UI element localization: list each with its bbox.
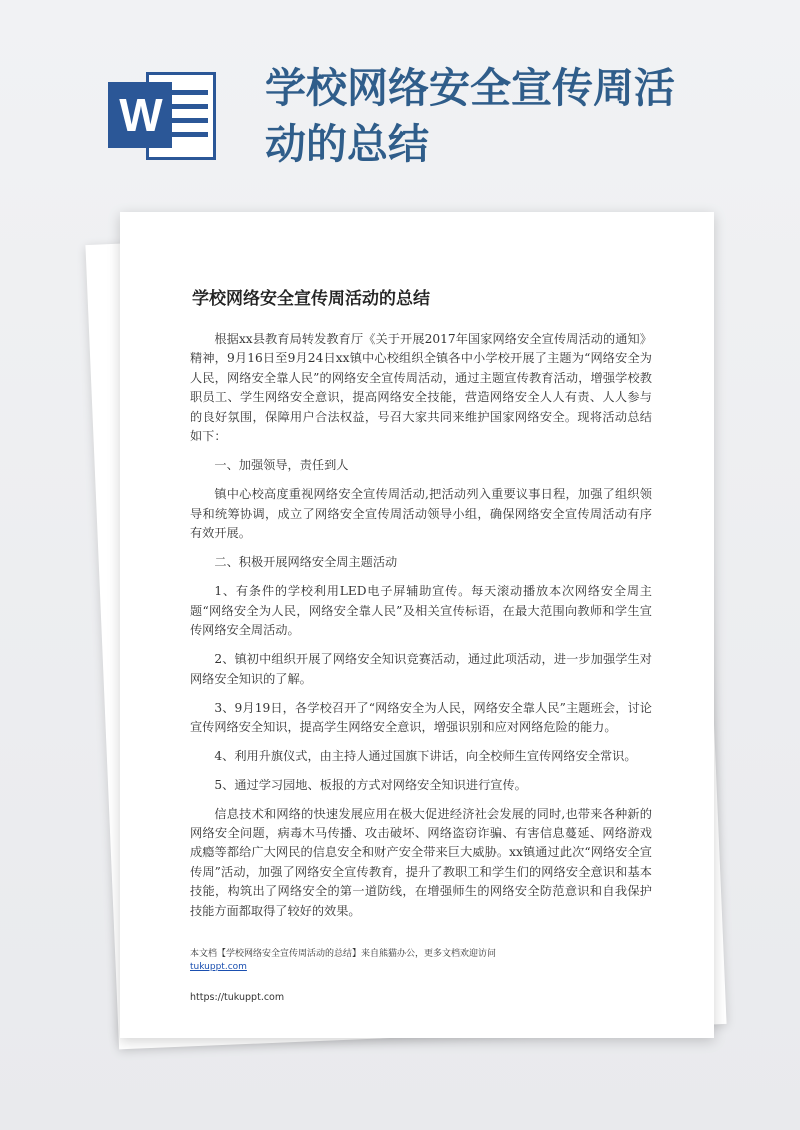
document-title: 学校网络安全宣传周活动的总结: [192, 289, 430, 309]
section-heading-2: 二、积极开展网络安全周主题活动: [214, 555, 398, 570]
section-heading-1: 一、加强领导，责任到人: [214, 457, 349, 472]
source-note-text: 本文档【学校网络安全宣传周活动的总结】来自熊猫办公，更多文档欢迎访问: [190, 949, 497, 959]
source-link[interactable]: tukuppt.com: [190, 962, 247, 972]
document-body: [190, 330, 652, 931]
paragraph-leadership: 镇中心校高度重视网络安全宣传周活动,把活动列入重要议事日程，加强了组织领导和统筹协调，成立了网络安全宣传周活动领导小组，确保网络安全宣传周活动有序有效开展。: [190, 487, 652, 541]
list-item-4: 4、利用升旗仪式，由主持人通过国旗下讲话，向全校师生宣传网络安全常识。: [214, 748, 637, 763]
list-item-5: 5、通过学习园地、板报的方式对网络安全知识进行宣传。: [214, 777, 527, 792]
header-title: 学校网络安全宣传周活动的总结: [265, 64, 675, 168]
paragraph-intro: 根据xx县教育局转发教育厅《关于开展2017年国家网络安全宣传周活动的通知》精神，9月16日至9月24日xx镇中心校组织全镇各中小学校开展了主题为“网络安全为人民，网络安全靠人民”的网络安全宣传周活动，通过主题宣传教育活动，增强学校教职员工、学生网络安全意识，提高网络安全技能，营造网络安全人人有责、人人参与的良好氛围，保障用户合法权益，号召大家共同来维护国家网络安全。现将活动总结如下：: [190, 332, 652, 444]
source-url[interactable]: https://tukuppt.com: [190, 992, 285, 1003]
list-item-3: 3、9月19日，各学校召开了“网络安全为人民，网络安全靠人民”主题班会，讨论宣传网络安全知识，提高学生网络安全意识，增强识别和应对网络危险的能力。: [190, 700, 652, 734]
word-document-icon: [108, 68, 218, 164]
list-item-1: 1、有条件的学校利用LED电子屏辅助宣传。每天滚动播放本次网络安全周主题“网络安全为人民，网络安全靠人民”及相关宣传标语，在最大范围向教师和学生宣传网络安全周活动。: [190, 584, 652, 638]
document-page: [120, 212, 714, 1038]
list-item-2: 2、镇初中组织开展了网络安全知识竞赛活动，通过此项活动，进一步加强学生对网络安全知识的了解。: [190, 652, 652, 686]
paragraph-conclusion: 信息技术和网络的快速发展应用在极大促进经济社会发展的同时,也带来各种新的网络安全问题，病毒木马传播、攻击破坏、网络盗窃诈骗、有害信息蔓延、网络游戏成瘾等都给广大网民的信息安全和财产安全带来巨大威胁。xx镇通过此次“网络安全宣传周”活动，加强了网络安全宣传教育，提升了教职工和学生们的网络安全意识和基本技能，构筑出了网络安全的第一道防线，在增强师生的网络安全防范意识和自我保护技能方面都取得了较好的效果。: [190, 806, 652, 918]
word-icon-badge: W: [108, 82, 172, 148]
source-note: [190, 948, 650, 974]
